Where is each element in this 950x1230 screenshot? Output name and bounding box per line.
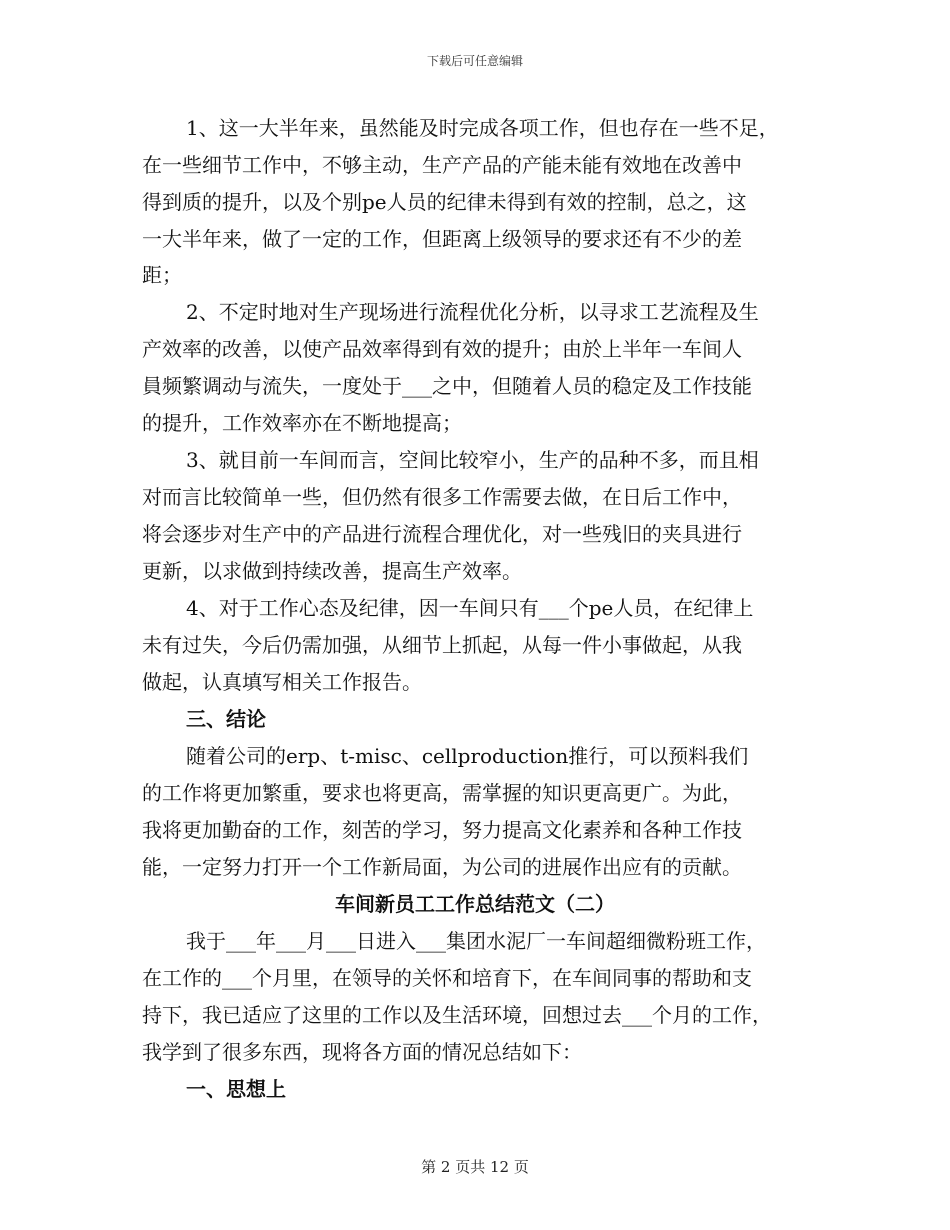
- paragraph-line: 員频繁调动与流失，一度处于___之中，但随着人员的稳定及工作技能: [142, 374, 752, 398]
- paragraph-line: 对而言比较简单一些，但仍然有很多工作需要去做，在日后工作中，: [142, 485, 742, 509]
- paragraph-line: 距；: [142, 263, 182, 287]
- section-heading: 一、思想上: [186, 1077, 286, 1101]
- paragraph-line: 随着公司的erp、t-misc、cellproduction推行，可以预料我们: [186, 744, 749, 768]
- paragraph-line: 我将更加勤奋的工作，刻苦的学习，努力提高文化素养和各种工作技: [142, 818, 742, 842]
- paragraph-line: 的提升，工作效率亦在不断地提高；: [142, 411, 462, 435]
- paragraph-line: 得到质的提升，以及个别pe人员的纪律未得到有效的控制，总之，这: [142, 190, 747, 214]
- article-title: 车间新员工工作总结范文（二）: [335, 892, 615, 916]
- paragraph-line: 4、对于工作心态及纪律，因一车间只有___个pe人员，在纪律上: [186, 596, 754, 620]
- paragraph-line: 3、就目前一车间而言，空间比较窄小，生产的品种不多，而且相: [186, 448, 759, 472]
- paragraph-line: 做起，认真填写相关工作报告。: [142, 670, 422, 694]
- paragraph-line: 1、这一大半年来，虽然能及时完成各项工作，但也存在一些不足，: [186, 116, 779, 140]
- paragraph-line: 一大半年来，做了一定的工作，但距离上级领导的要求还有不少的差: [142, 227, 742, 251]
- paragraph-line: 的工作将更加繁重，要求也将更高，需掌握的知识更高更广。为此，: [142, 781, 742, 805]
- paragraph-line: 产效率的改善，以使产品效率得到有效的提升；由於上半年一车间人: [142, 337, 742, 361]
- section-heading: 三、结论: [186, 707, 266, 731]
- paragraph-line: 我学到了很多东西，现将各方面的情况总结如下：: [142, 1040, 582, 1064]
- page-header: 下载后可任意编辑: [426, 54, 523, 68]
- paragraph-line: 能，一定努力打开一个工作新局面，为公司的进展作出应有的贡献。: [142, 855, 742, 879]
- paragraph-line: 更新，以求做到持续改善，提高生产效率。: [142, 559, 522, 583]
- page-footer: 第 2 页共 12 页: [421, 1158, 529, 1176]
- paragraph-line: 未有过失，今后仍需加强，从细节上抓起，从每一件小事做起，从我: [142, 633, 742, 657]
- paragraph-line: 在工作的___个月里，在领导的关怀和培育下，在车间同事的帮助和支: [142, 966, 752, 990]
- paragraph-line: 持下，我已适应了这里的工作以及生活环境，回想过去___个月的工作，: [142, 1003, 772, 1027]
- paragraph-line: 2、不定时地对生产现场进行流程优化分析，以寻求工艺流程及生: [186, 300, 759, 324]
- paragraph-line: 我于___年___月___日进入___集团水泥厂一车间超细微粉班工作，: [186, 929, 766, 953]
- paragraph-line: 在一些细节工作中，不够主动，生产产品的产能未能有效地在改善中: [142, 153, 742, 177]
- paragraph-line: 将会逐步对生产中的产品进行流程合理优化，对一些残旧的夹具进行: [142, 522, 742, 546]
